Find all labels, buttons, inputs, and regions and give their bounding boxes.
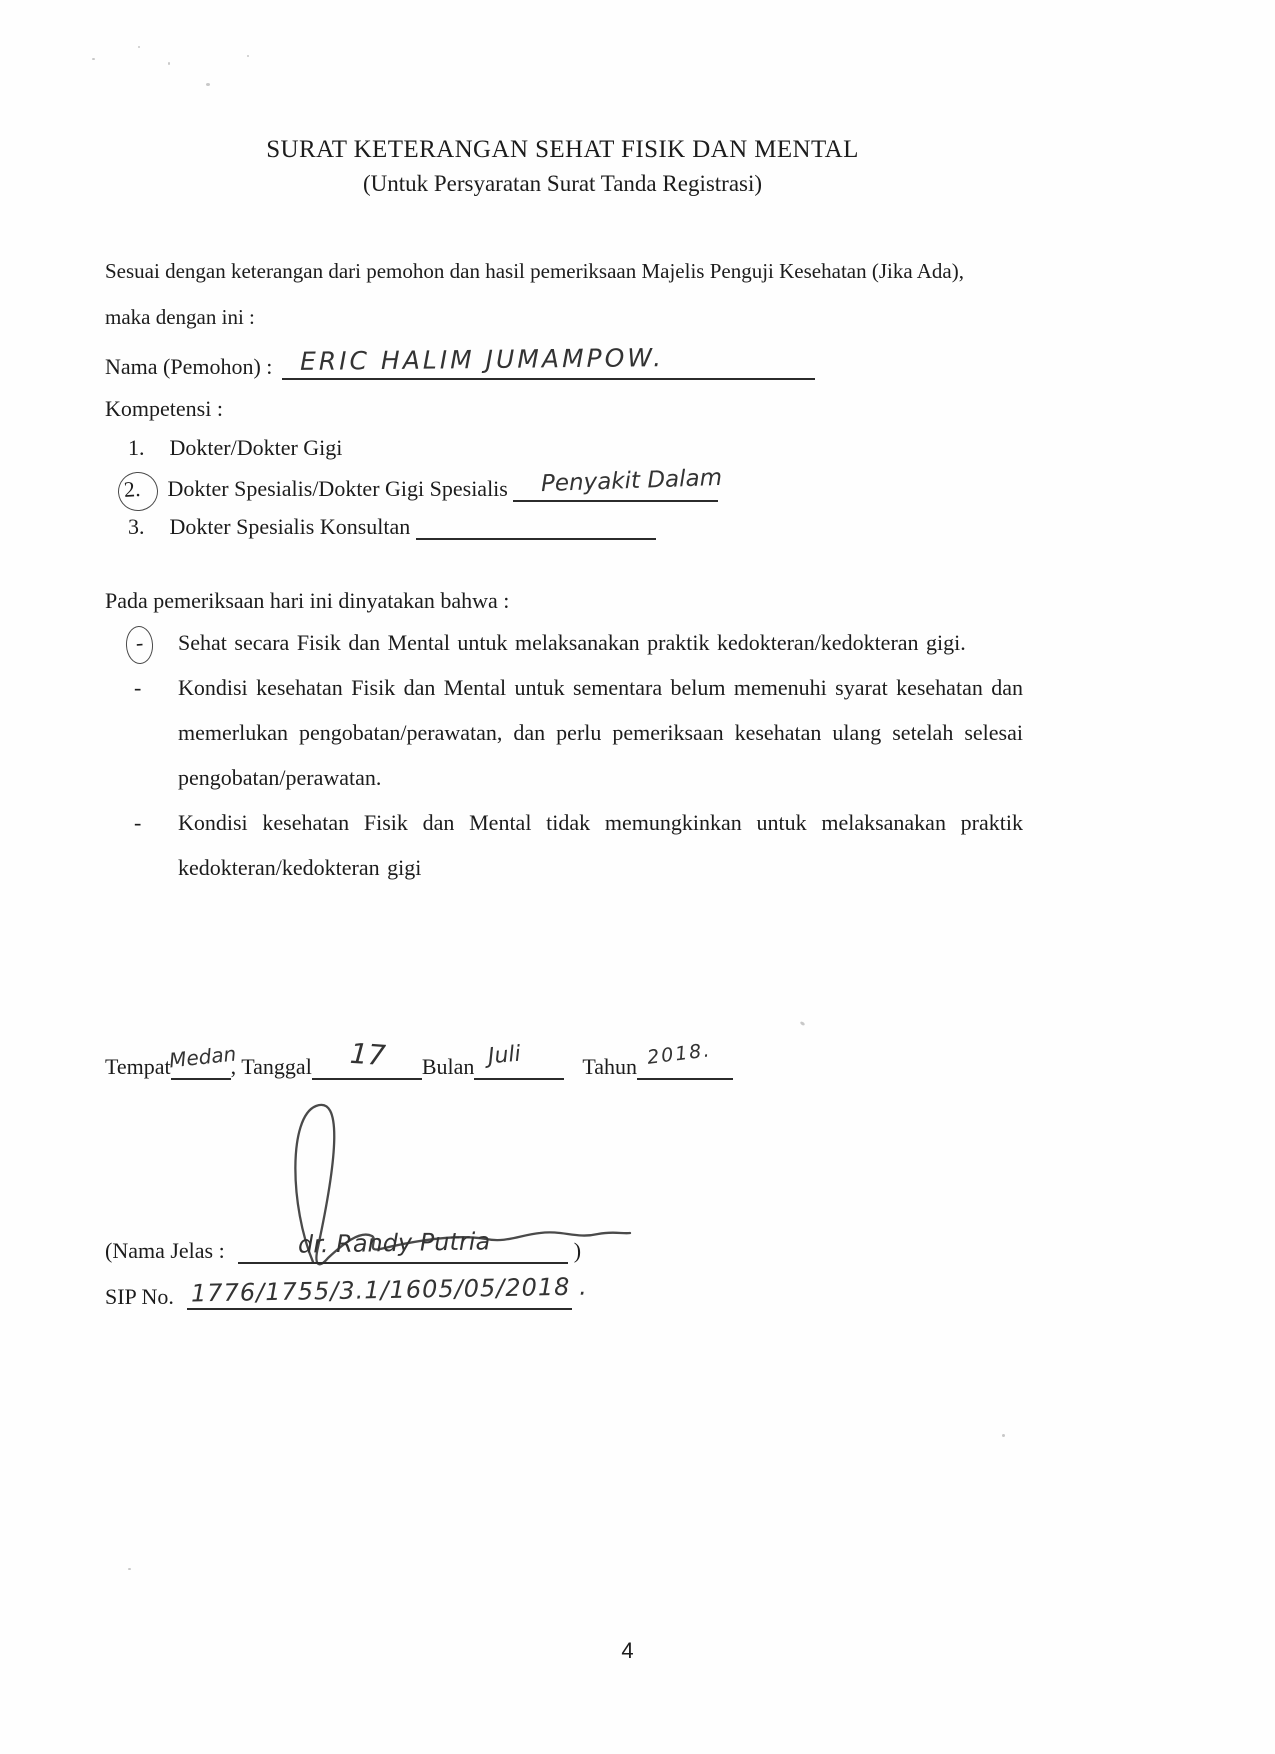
- applicant-name-blank: [282, 343, 815, 380]
- kompetensi-item-2: [122, 464, 723, 511]
- tempat-handwriting: Medan: [167, 1041, 237, 1073]
- kompetensi-item-3-label: Dokter Spesialis Konsultan: [169, 514, 411, 539]
- kompetensi-item-3-number: 3.: [128, 514, 145, 539]
- bulan-blank: [474, 1041, 564, 1080]
- statement-item-1-marker: [128, 620, 178, 665]
- clear-name-close-paren: ): [573, 1238, 582, 1263]
- intro-line-2: maka dengan ini :: [105, 305, 255, 329]
- scan-speckle: [168, 62, 170, 65]
- circled-dash-mark: -: [125, 625, 154, 664]
- tempat-blank: [167, 1041, 237, 1080]
- statement-heading: Pada pemeriksaan hari ini dinyatakan bahwa :: [105, 588, 510, 613]
- scan-speckle: [1002, 1434, 1005, 1437]
- applicant-name-row: [105, 343, 815, 380]
- tempat-label: Tempat: [105, 1054, 171, 1079]
- kompetensi-item-1-number: 1.: [128, 435, 145, 460]
- scan-speckle: [247, 55, 249, 57]
- clear-name-label: (Nama Jelas :: [105, 1238, 225, 1263]
- kompetensi-item-3-blank: [416, 512, 656, 540]
- statement-item-3-marker: -: [134, 810, 142, 835]
- tahun-blank: [637, 1039, 733, 1080]
- kompetensi-item-2-handwriting: Penyakit Dalam: [540, 464, 723, 498]
- clear-name-blank: [238, 1227, 568, 1264]
- bulan-label: Bulan: [421, 1054, 475, 1079]
- statement-item-2-text: Kondisi kesehatan Fisik dan Mental untuk sementara belum memenuhi syarat kesehatan dan memerlukan pengobatan/perawatan, dan perlu pemeriksaan kesehatan ulang setelah selesai pengobatan/perawatan.: [178, 675, 1023, 790]
- sip-number-row: [105, 1272, 589, 1310]
- tahun-handwriting: 2018.: [645, 1039, 713, 1069]
- clear-name-handwriting: dr. Randy Putria: [298, 1227, 491, 1259]
- applicant-name-handwriting: ERIC HALIM JUMAMPOW.: [299, 343, 665, 376]
- intro-line-1: Sesuai dengan keterangan dari pemohon dan hasil pemeriksaan Majelis Penguji Kesehatan (Jika Ada),: [105, 259, 964, 283]
- scan-speckle: [138, 46, 140, 48]
- kompetensi-item-3: [128, 512, 656, 540]
- document-subtitle: (Untuk Persyaratan Surat Tanda Registrasi): [362, 171, 763, 196]
- kompetensi-item-2-number-circled: 2.: [117, 471, 160, 513]
- sip-blank: [187, 1272, 589, 1310]
- tahun-label: Tahun: [582, 1054, 638, 1079]
- statement-item-2-marker: -: [134, 675, 142, 700]
- statement-item-3: [128, 800, 1023, 890]
- bulan-handwriting: Juli: [487, 1041, 523, 1070]
- scan-speckle: [800, 1021, 806, 1026]
- sip-handwriting: 1776/1755/3.1/1605/05/2018 .: [191, 1272, 589, 1308]
- tanggal-handwriting: 17: [348, 1036, 387, 1073]
- intro-paragraph: [105, 248, 1035, 340]
- page-number: 4: [621, 1638, 634, 1663]
- place-date-row: [105, 1036, 733, 1080]
- statement-item-2: [128, 665, 1023, 800]
- kompetensi-label: Kompetensi :: [105, 396, 223, 421]
- kompetensi-item-2-blank: [513, 464, 723, 502]
- kompetensi-item-1: [128, 435, 342, 461]
- statement-item-3-text: Kondisi kesehatan Fisik dan Mental tidak memungkinkan untuk melaksanakan praktik kedokteran/kedokteran gigi: [178, 810, 1023, 880]
- kompetensi-item-1-label: Dokter/Dokter Gigi: [169, 435, 343, 460]
- statement-list: [128, 620, 1023, 890]
- document-header: [105, 136, 1020, 197]
- statement-item-1: [128, 620, 1023, 665]
- clear-name-row: [105, 1227, 582, 1264]
- statement-item-1-text: Sehat secara Fisik dan Mental untuk melaksanakan praktik kedokteran/kedokteran gigi.: [178, 630, 966, 655]
- tanggal-blank: [312, 1036, 422, 1080]
- tanggal-label: , Tanggal: [230, 1054, 312, 1079]
- scan-speckle: [92, 58, 95, 60]
- applicant-name-label: Nama (Pemohon) :: [105, 354, 273, 379]
- scan-speckle: [128, 1568, 131, 1570]
- document-title: SURAT KETERANGAN SEHAT FISIK DAN MENTAL: [266, 136, 859, 163]
- sip-label: SIP No.: [105, 1284, 174, 1309]
- kompetensi-item-2-label: Dokter Spesialis/Dokter Gigi Spesialis: [167, 476, 508, 501]
- scan-speckle: [206, 83, 210, 86]
